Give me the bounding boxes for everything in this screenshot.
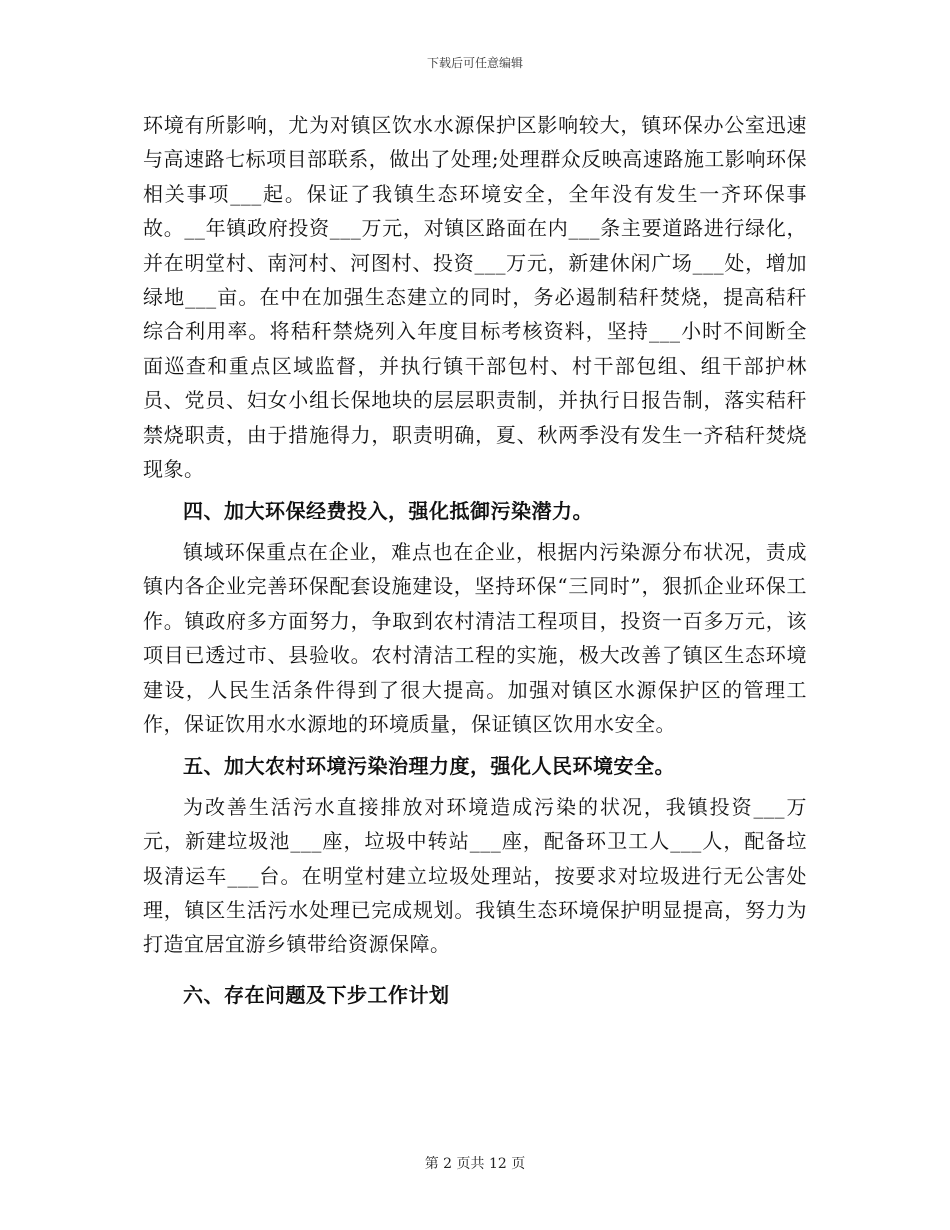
- paragraph-2: 镇域环保重点在企业，难点也在企业，根据内污染源分布状况，责成镇内各企业完善环保配套设施建设，坚持环保“三同时”，狠抓企业环保工作。镇政府多方面努力，争取到农村清洁工程项目，投资一百多万元，该项目已透过市、县验收。农村清洁工程的实施，极大改善了镇区生态环境建设，人民生活条件得到了很大提高。加强对镇区水源保护区的管理工作，保证饮用水水源地的环境质量，保证镇区饮用水安全。: [143, 539, 807, 736]
- section-heading-6: 六、存在问题及下步工作计划: [183, 982, 450, 1007]
- page-footer: 第 2 页共 12 页: [424, 1156, 526, 1172]
- section-heading-5: 五、加大农村环境污染治理力度，强化人民环境安全。: [183, 754, 675, 779]
- section-heading-4: 四、加大环保经费投入，强化抵御污染潜力。: [183, 499, 593, 524]
- page-header: 下载后可任意编辑: [426, 56, 523, 70]
- paragraph-1: 环境有所影响，尤为对镇区饮水水源保护区影响较大，镇环保办公室迅速与高速路七标项目部联系，做出了处理;处理群众反映高速路施工影响环保相关事项___起。保证了我镇生态环境安全，全年没有发生一齐环保事故。__年镇政府投资___万元，对镇区路面在内___条主要道路进行绿化，并在明堂村、南河村、河图村、投资___万元，新建休闲广场___处，增加绿地___亩。在中在加强生态建立的同时，务必遏制秸秆焚烧，提高秸秆综合利用率。将秸秆禁烧列入年度目标考核资料，坚持___小时不间断全面巡查和重点区域监督，并执行镇干部包村、村干部包组、组干部护林员、党员、妇女小组长保地块的层层职责制，并执行日报告制，落实秸秆禁烧职责，由于措施得力，职责明确，夏、秋两季没有发生一齐秸秆焚烧现象。: [143, 113, 807, 482]
- document-body: [143, 108, 807, 1018]
- paragraph-3: 为改善生活污水直接排放对环境造成污染的状况，我镇投资___万元，新建垃圾池___座，垃圾中转站___座，配备环卫工人___人，配备垃圾清运车___台。在明堂村建立垃圾处理站，按要求对垃圾进行无公害处理，镇区生活污水处理已完成规划。我镇生态环境保护明显提高，努力为打造宜居宜游乡镇带给资源保障。: [143, 794, 807, 957]
